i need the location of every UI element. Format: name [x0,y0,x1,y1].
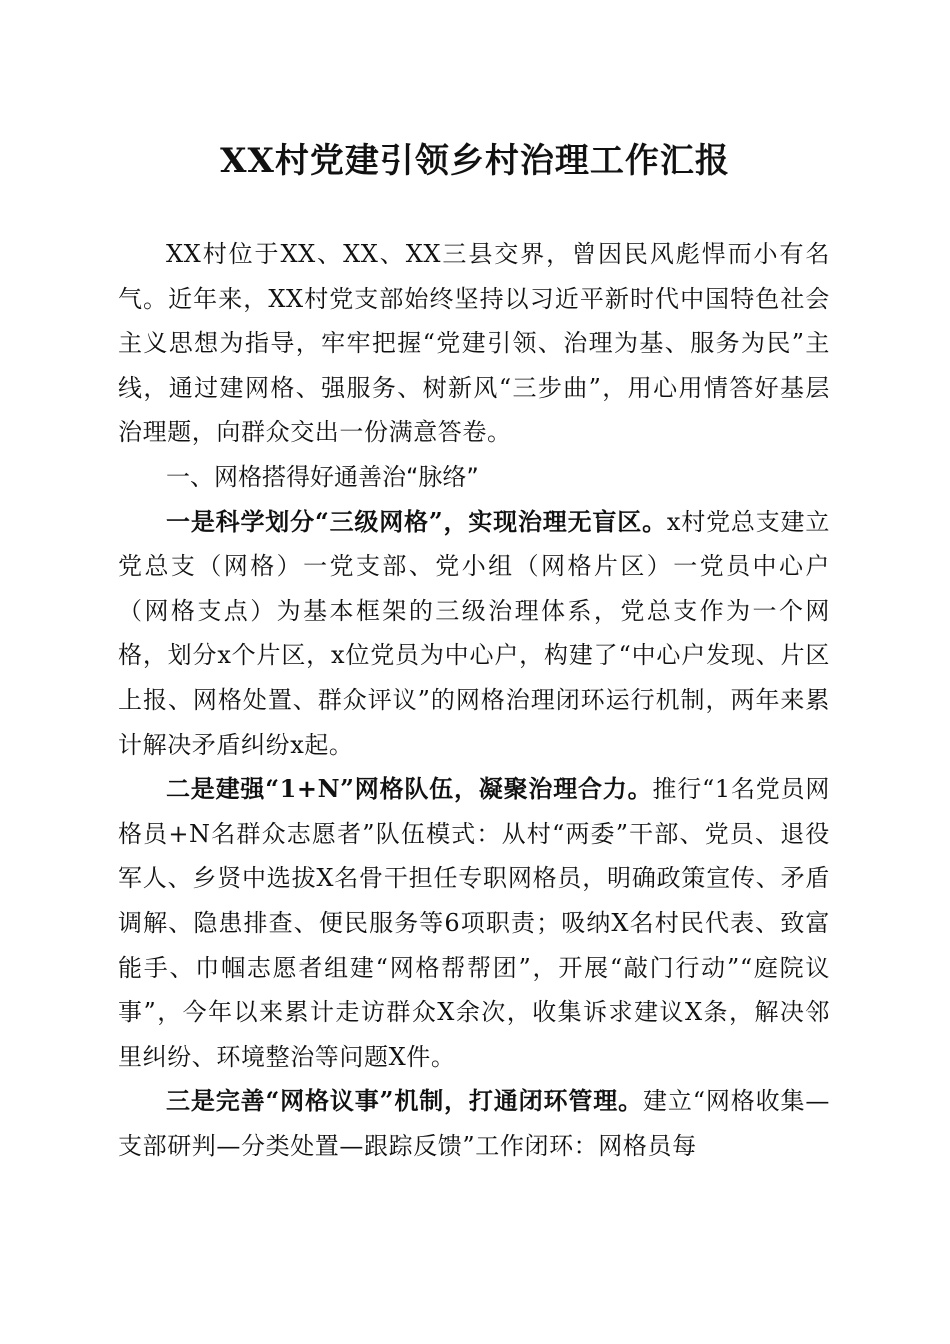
paragraph-lead: 三是完善“网格议事”机制，打通闭环管理。 [166,1086,644,1116]
document-title: XX村党建引领乡村治理工作汇报 [220,141,730,181]
paragraph-text: x村党总支建立党总支（网格）一党支部、党小组（网格片区）一党员中心户（网格支点）为基本框架的三级治理体系，党总支作为一个网格，划分x个片区，x位党员为中心户，构建了“中心户发现、片区上报、网格处置、群众评议”的网格治理闭环运行机制，两年来累计解决矛盾纠纷x起。 [118,507,830,759]
paragraph-lead: 一是科学划分“三级网格”，实现治理无盲区。 [166,506,667,536]
document-body [118,232,830,1168]
paragraph-grid-team [118,767,830,1079]
section-heading: 一、网格搭得好通善治“脉络” [166,462,479,491]
paragraph-grid-division [118,500,830,768]
paragraph-text: 推行“1名党员网格员+N名群众志愿者”队伍模式：从村“两委”干部、党员、退役军人、乡贤中选拔X名骨干担任专职网格员，明确政策宣传、矛盾调解、隐患排查、便民服务等6项职责；吸纳X名村民代表、致富能手、巾帼志愿者组建“网格帮帮团”，开展“敲门行动”“庭院议事”，今年以来累计走访群众X余次，收集诉求建议X条，解决邻里纠纷、环境整治等问题X件。 [118,775,830,1071]
paragraph-lead: 二是建强“1+N”网格队伍，凝聚治理合力。 [166,774,653,804]
paragraph-text: 建立“网格收集—支部研判—分类处置—跟踪反馈”工作闭环：网格员每 [118,1087,830,1160]
intro-paragraph: XX村位于XX、XX、XX三县交界，曾因民风彪悍而小有名气。近年来，XX村党支部始终坚持以习近平新时代中国特色社会主义思想为指导，牢牢把握“党建引领、治理为基、服务为民”主线，通过建网格、强服务、树新风“三步曲”，用心用情答好基层治理题，向群众交出一份满意答卷。 [118,240,830,447]
paragraph-grid-mechanism [118,1079,830,1168]
